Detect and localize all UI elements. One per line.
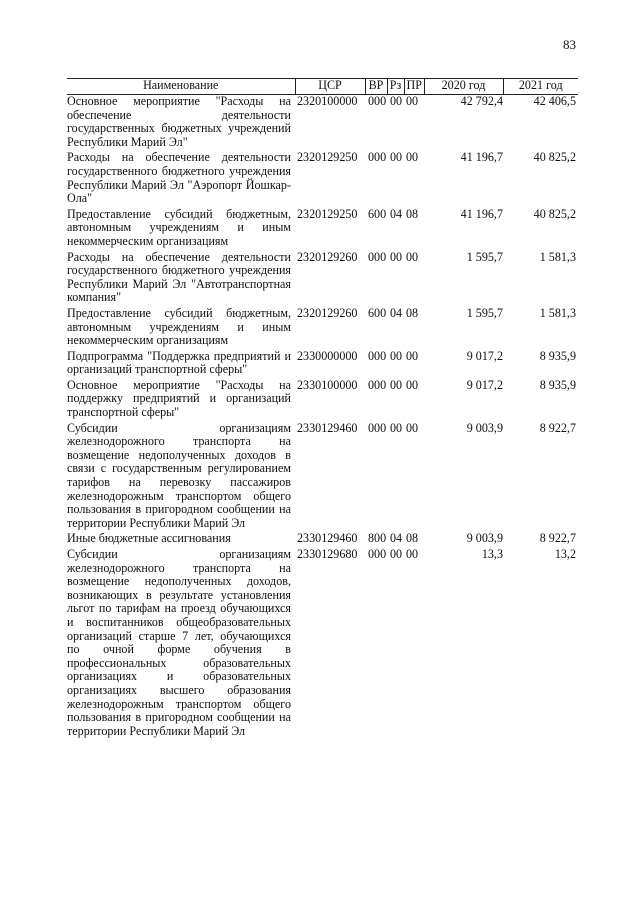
amount-2020-cell: 42 792,4: [460, 94, 503, 108]
amount-2020-cell: 1 595,7: [466, 249, 503, 264]
amount-2020-cell: 9 017,2: [466, 348, 503, 363]
table-row: [67, 379, 578, 422]
rz-cell: 00: [390, 547, 403, 561]
page-number: 83: [563, 37, 576, 52]
header-vr: ВР: [365, 79, 387, 95]
vr-cell: 000: [368, 377, 387, 392]
table-row: [67, 208, 578, 251]
amount-2020-cell: 1 595,7: [466, 305, 503, 320]
table-header-row: [67, 79, 578, 95]
csr-cell: 2320129250: [297, 206, 358, 221]
budget-table: [67, 78, 578, 740]
amount-2021-cell: 8 922,7: [539, 420, 576, 435]
name-cell: Расходы на обеспечение деятельности государственного бюджетного учреждения Республики Марий Эл "Аэропорт Йошкар-Ола": [67, 150, 291, 206]
table-body: [67, 95, 578, 741]
amount-2021-cell: 8 935,9: [539, 377, 576, 392]
csr-cell: 2320129260: [297, 305, 358, 320]
header-2021: 2021 год: [503, 79, 578, 95]
amount-2021-cell: 13,2: [554, 547, 576, 561]
csr-cell: 2320129250: [297, 150, 358, 165]
pr-cell: 00: [406, 377, 419, 392]
rz-cell: 00: [390, 150, 403, 165]
amount-2021-cell: 1 581,3: [539, 305, 576, 320]
csr-cell: 2320129260: [297, 249, 358, 264]
name-cell: Основное мероприятие "Расходы на обеспечение деятельности государственных бюджетных учреждений Республики Марий Эл": [67, 94, 291, 149]
vr-cell: 000: [368, 94, 387, 108]
vr-cell: 600: [368, 206, 387, 221]
header-pr: ПР: [404, 79, 424, 95]
rz-cell: 00: [390, 348, 403, 363]
table-row: [67, 422, 578, 533]
amount-2021-cell: 40 825,2: [533, 150, 576, 165]
amount-2021-cell: 1 581,3: [539, 249, 576, 264]
amount-2020-cell: 41 196,7: [460, 150, 503, 165]
rz-cell: 00: [390, 420, 403, 435]
name-cell: Подпрограмма "Поддержка предприятий и организаций транспортной сферы": [67, 348, 291, 377]
name-cell: Предоставление субсидий бюджетным, автономным учреждениям и иным некоммерческим организациям: [67, 305, 291, 348]
header-2020: 2020 год: [424, 79, 503, 95]
name-cell: Предоставление субсидий бюджетным, автономным учреждениям и иным некоммерческим организациям: [67, 206, 291, 248]
pr-cell: 08: [406, 305, 419, 320]
vr-cell: 000: [368, 420, 387, 435]
pr-cell: 08: [406, 531, 419, 546]
csr-cell: 2320100000: [297, 94, 358, 108]
header-csr: ЦСР: [295, 79, 365, 95]
name-cell: Субсидии организациям железнодорожного транспорта на возмещение недополученных доходов, возникающих в результате установления льгот по тарифам на проезд обучающихся и воспитанников общеобразовательных организаций старше 7 лет, обучающихся по очной форме обучения в профессиональных образовательных организациях и образовательных организациях высшего образования железнодорожным транспортом общего пользования в пригородном сообщении на территории Республики Марий Эл: [67, 547, 291, 738]
pr-cell: 08: [406, 206, 419, 221]
rz-cell: 00: [390, 94, 403, 108]
rz-cell: 04: [390, 305, 403, 320]
pr-cell: 00: [406, 420, 419, 435]
table-row: [67, 251, 578, 307]
name-cell: Иные бюджетные ассигнования: [67, 531, 231, 546]
vr-cell: 000: [368, 547, 387, 561]
csr-cell: 2330000000: [297, 348, 358, 363]
amount-2021-cell: 42 406,5: [533, 94, 576, 108]
table-row: [67, 532, 578, 548]
table-row: [67, 307, 578, 350]
pr-cell: 00: [406, 94, 419, 108]
name-cell: Основное мероприятие "Расходы на поддержку предприятий и организаций транспортной сферы": [67, 377, 291, 420]
rz-cell: 04: [390, 531, 403, 546]
amount-2021-cell: 40 825,2: [533, 206, 576, 221]
vr-cell: 000: [368, 150, 387, 165]
amount-2020-cell: 9 003,9: [466, 420, 503, 435]
csr-cell: 2330129680: [297, 547, 358, 561]
vr-cell: 800: [368, 531, 387, 546]
amount-2020-cell: 9 003,9: [466, 531, 503, 546]
name-cell: Субсидии организациям железнодорожного транспорта на возмещение недополученных доходов в связи с государственным регулированием тарифов на перевозку пассажиров железнодорожным транспортом общего пользования в пригородном сообщении на территории Республики Марий Эл: [67, 420, 291, 530]
pr-cell: 00: [406, 249, 419, 264]
amount-2020-cell: 13,3: [481, 547, 503, 561]
table-row: [67, 548, 578, 740]
csr-cell: 2330100000: [297, 377, 358, 392]
csr-cell: 2330129460: [297, 420, 358, 435]
table-row: [67, 151, 578, 207]
header-name: Наименование: [67, 79, 295, 95]
amount-2021-cell: 8 935,9: [539, 348, 576, 363]
header-rz: Рз: [387, 79, 404, 95]
vr-cell: 000: [368, 348, 387, 363]
table-row: [67, 350, 578, 379]
name-cell: Расходы на обеспечение деятельности государственного бюджетного учреждения Республики Марий Эл "Автотранспортная компания": [67, 249, 291, 305]
rz-cell: 04: [390, 206, 403, 221]
pr-cell: 00: [406, 150, 419, 165]
rz-cell: 00: [390, 377, 403, 392]
amount-2021-cell: 8 922,7: [539, 531, 576, 546]
pr-cell: 00: [406, 348, 419, 363]
pr-cell: 00: [406, 547, 419, 561]
vr-cell: 600: [368, 305, 387, 320]
rz-cell: 00: [390, 249, 403, 264]
table-row: [67, 95, 578, 152]
amount-2020-cell: 41 196,7: [460, 206, 503, 221]
csr-cell: 2330129460: [297, 531, 358, 546]
amount-2020-cell: 9 017,2: [466, 377, 503, 392]
vr-cell: 000: [368, 249, 387, 264]
